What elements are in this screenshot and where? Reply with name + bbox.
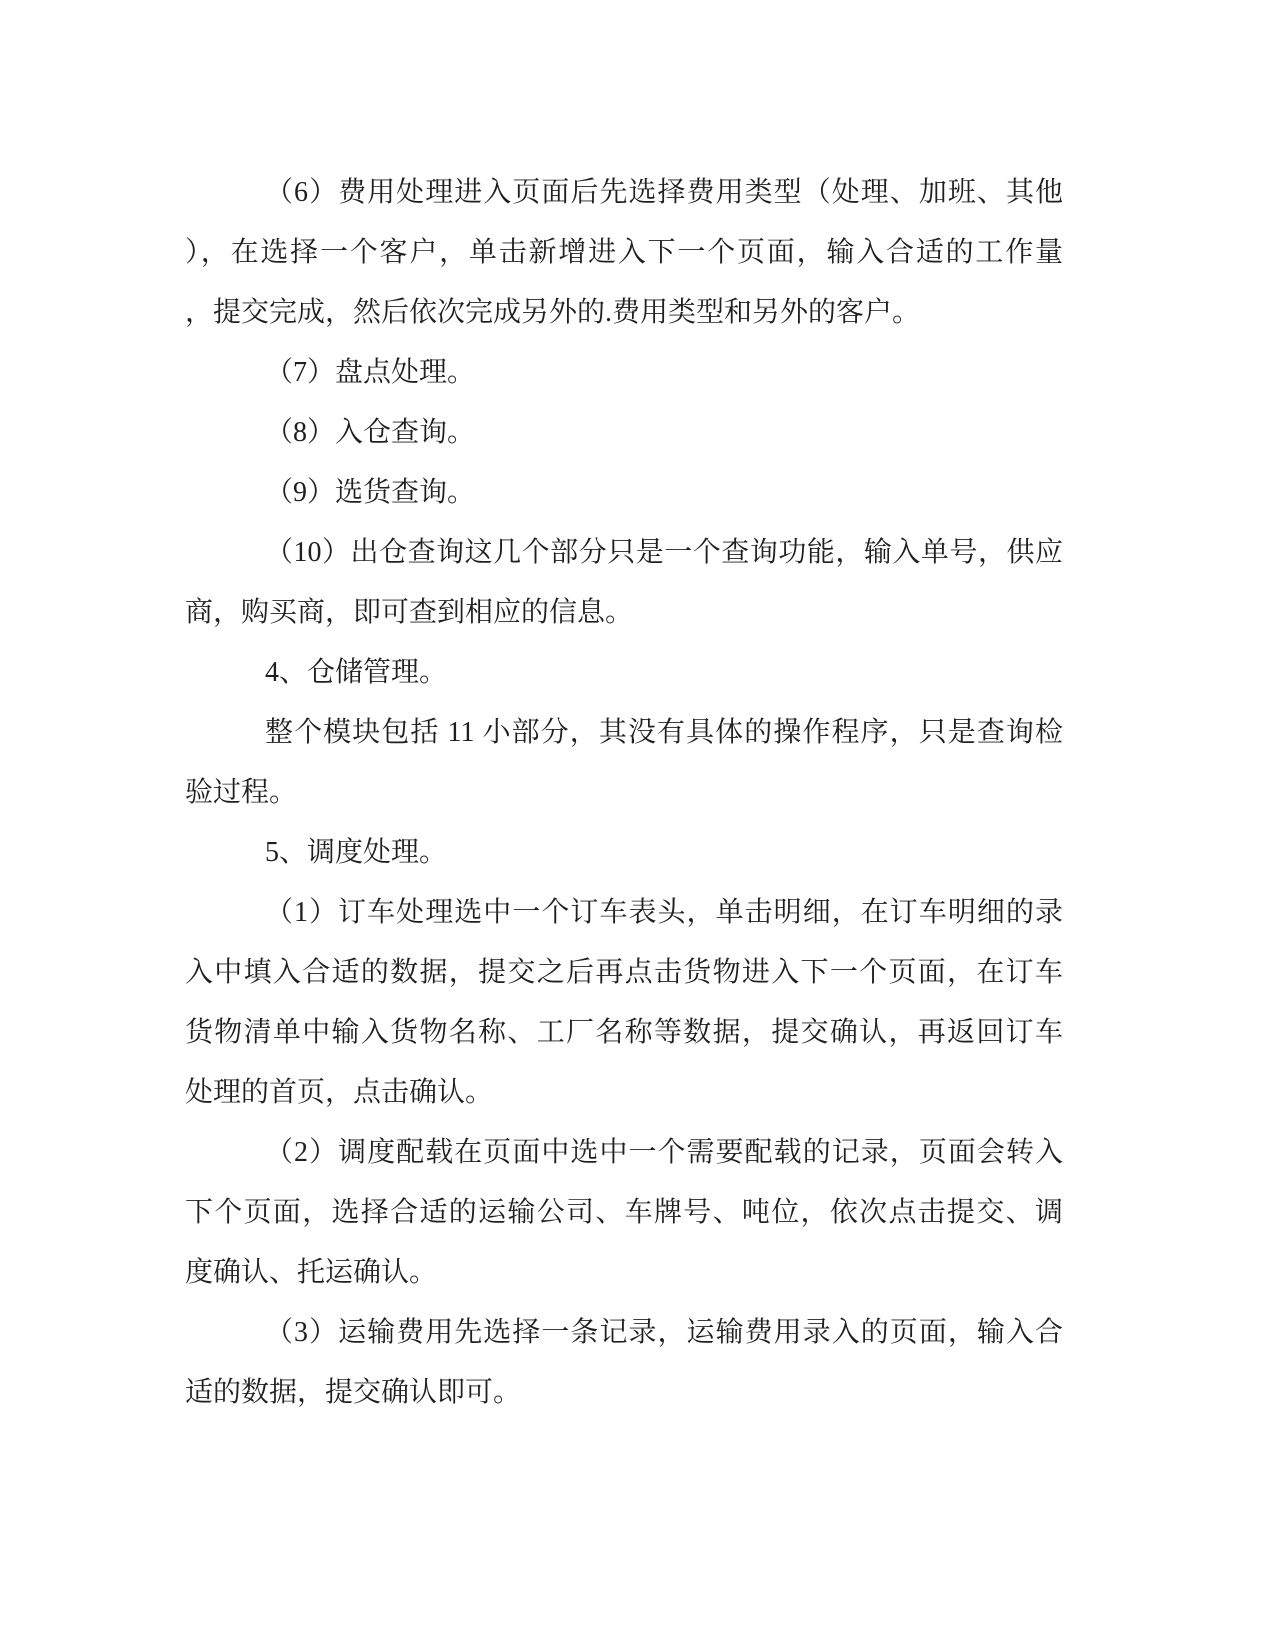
paragraph <box>185 1303 1063 1423</box>
text-block <box>185 163 1063 1423</box>
paragraph <box>185 1123 1063 1303</box>
paragraph-line: 度确认、托运确认。 <box>185 1257 438 1288</box>
paragraph-line: 下个页面，选择合适的运输公司、车牌号、吨位，依次点击提交、调 <box>185 1197 1063 1228</box>
paragraph-line: 货物清单中输入货物名称、工厂名称等数据，提交确认，再返回订车 <box>185 1017 1063 1048</box>
paragraph-line: 4、仓储管理。 <box>265 657 448 688</box>
paragraph <box>185 163 1063 343</box>
paragraph-line: 整个模块包括 11 小部分，其没有具体的操作程序，只是查询检 <box>265 717 1063 748</box>
paragraph <box>185 703 1063 823</box>
paragraph-line: （1）订车处理选中一个订车表头，单击明细，在订车明细的录 <box>265 897 1063 928</box>
paragraph-line: ），在选择一个客户，单击新增进入下一个页面，输入合适的工作量 <box>185 237 1063 268</box>
paragraph <box>185 343 1063 403</box>
paragraph <box>185 643 1063 703</box>
paragraph-line: 商，购买商，即可查到相应的信息。 <box>185 597 634 628</box>
paragraph <box>185 523 1063 643</box>
paragraph-line: （3）运输费用先选择一条记录，运输费用录入的页面，输入合 <box>265 1317 1063 1348</box>
paragraph-line: 处理的首页，点击确认。 <box>185 1077 494 1108</box>
paragraph-line: 5、调度处理。 <box>265 837 448 868</box>
paragraph-line: （6）费用处理进入页面后先选择费用类型（处理、加班、其他 <box>265 177 1063 208</box>
paragraph <box>185 403 1063 463</box>
paragraph-line: （7）盘点处理。 <box>265 357 476 388</box>
paragraph <box>185 823 1063 883</box>
paragraph-line: 验过程。 <box>185 777 298 808</box>
paragraph-line: ，提交完成，然后依次完成另外的.费用类型和另外的客户。 <box>185 297 921 328</box>
paragraph-line: （8）入仓查询。 <box>265 417 476 448</box>
paragraph-line: 适的数据，提交确认即可。 <box>185 1377 522 1408</box>
paragraph-line: （9）选货查询。 <box>265 477 476 508</box>
paragraph-line: 入中填入合适的数据，提交之后再点击货物进入下一个页面，在订车 <box>185 957 1063 988</box>
paragraph-line: （10）出仓查询这几个部分只是一个查询功能，输入单号，供应 <box>265 537 1063 568</box>
paragraph <box>185 463 1063 523</box>
paragraph-line: （2）调度配载在页面中选中一个需要配载的记录，页面会转入 <box>265 1137 1063 1168</box>
paragraph <box>185 883 1063 1123</box>
